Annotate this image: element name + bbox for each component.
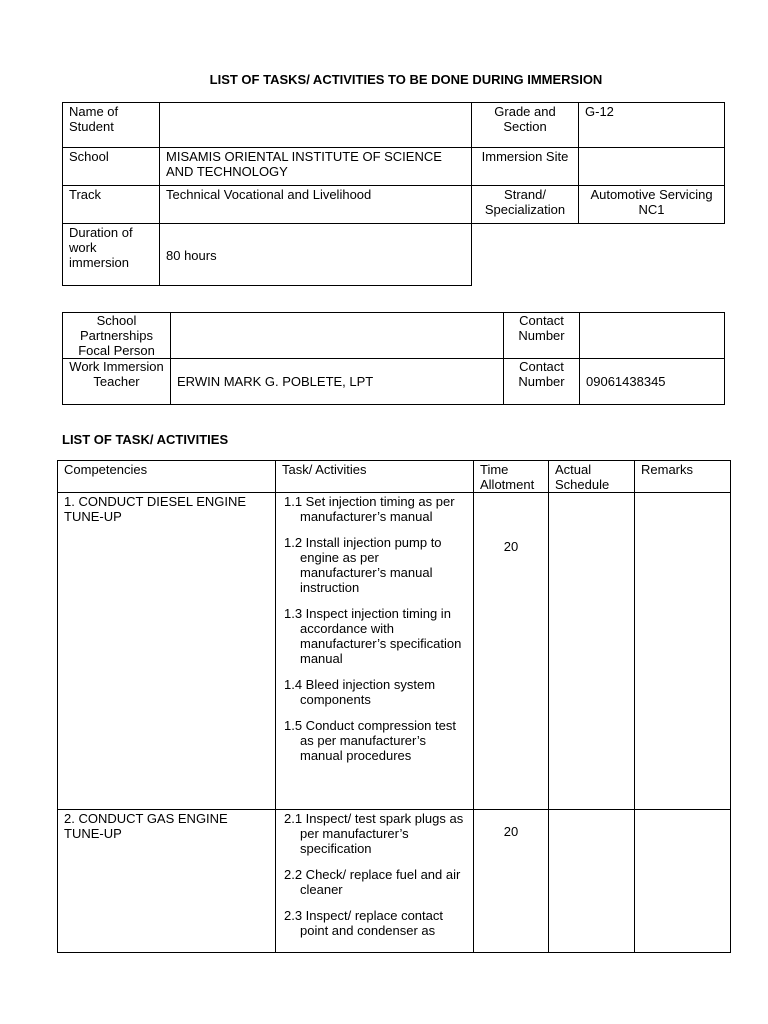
empty-cell: [472, 224, 579, 286]
contact-number-label: Contact Number: [504, 313, 580, 359]
task-item: 2.3 Inspect/ replace contact point and condenser as: [284, 908, 443, 938]
grade-value: G-12: [579, 103, 725, 148]
table-row: [58, 810, 731, 953]
task-item: 1.1 Set injection timing as per manufacturer’s manual: [284, 494, 455, 524]
document-title: LIST OF TASKS/ ACTIVITIES TO BE DONE DURING IMMERSION: [209, 72, 603, 87]
strand-value: Automotive Servicing NC1: [579, 186, 725, 224]
task-item: 2.1 Inspect/ test spark plugs as per manufacturer’s specification: [284, 811, 464, 856]
contact-table: [62, 312, 725, 405]
tasks-table: [57, 460, 731, 953]
header-remarks: Remarks: [635, 461, 731, 493]
task-item: 1.5 Conduct compression test as per manufacturer’s manual procedures: [284, 718, 456, 763]
schedule-cell: [549, 493, 635, 810]
task-item: 1.3 Inspect injection timing in accordance with manufacturer’s specification manual: [284, 606, 462, 666]
site-value: [579, 148, 725, 186]
school-label: School: [63, 148, 160, 186]
remarks-cell: [635, 810, 731, 953]
header-tasks: Task/ Activities: [276, 461, 474, 493]
task-item: 1.4 Bleed injection system components: [284, 677, 436, 707]
time-cell: 20: [474, 493, 549, 810]
empty-cell: [579, 224, 725, 286]
school-value: MISAMIS ORIENTAL INSTITUTE OF SCIENCE AND TECHNOLOGY: [160, 148, 472, 186]
tasks-heading: LIST OF TASK/ ACTIVITIES: [62, 432, 229, 447]
remarks-cell: [635, 493, 731, 810]
student-info-table: [62, 102, 725, 286]
contact-number-label: Contact Number: [504, 359, 580, 405]
schedule-cell: [549, 810, 635, 953]
tasks-cell: [276, 810, 474, 953]
tasks-cell: [276, 493, 474, 810]
header-time: Time Allotment: [474, 461, 549, 493]
header-schedule: Actual Schedule: [549, 461, 635, 493]
competency-cell: 1. CONDUCT DIESEL ENGINE TUNE-UP: [58, 493, 276, 810]
table-row: [58, 493, 731, 810]
task-item: 2.2 Check/ replace fuel and air cleaner: [284, 867, 461, 897]
strand-label: Strand/ Specialization: [472, 186, 579, 224]
focal-person-label: School Partnerships Focal Person: [63, 313, 171, 359]
track-label: Track: [63, 186, 160, 224]
site-label: Immersion Site: [472, 148, 579, 186]
grade-label: Grade and Section: [472, 103, 579, 148]
track-value: Technical Vocational and Livelihood: [160, 186, 472, 224]
contact-number-value: 09061438345: [580, 359, 725, 405]
name-label: Name of Student: [63, 103, 160, 148]
task-item: 1.2 Install injection pump to engine as per manufacturer’s manual instruction: [284, 535, 442, 595]
duration-value: 80 hours: [160, 224, 472, 286]
name-value: [160, 103, 472, 148]
contact-number-value: [580, 313, 725, 359]
header-competencies: Competencies: [58, 461, 276, 493]
competency-cell: 2. CONDUCT GAS ENGINE TUNE-UP: [58, 810, 276, 953]
duration-label: Duration of work immersion: [63, 224, 160, 286]
teacher-value: ERWIN MARK G. POBLETE, LPT: [171, 359, 504, 405]
focal-person-value: [171, 313, 504, 359]
time-cell: 20: [474, 810, 549, 953]
teacher-label: Work Immersion Teacher: [63, 359, 171, 405]
